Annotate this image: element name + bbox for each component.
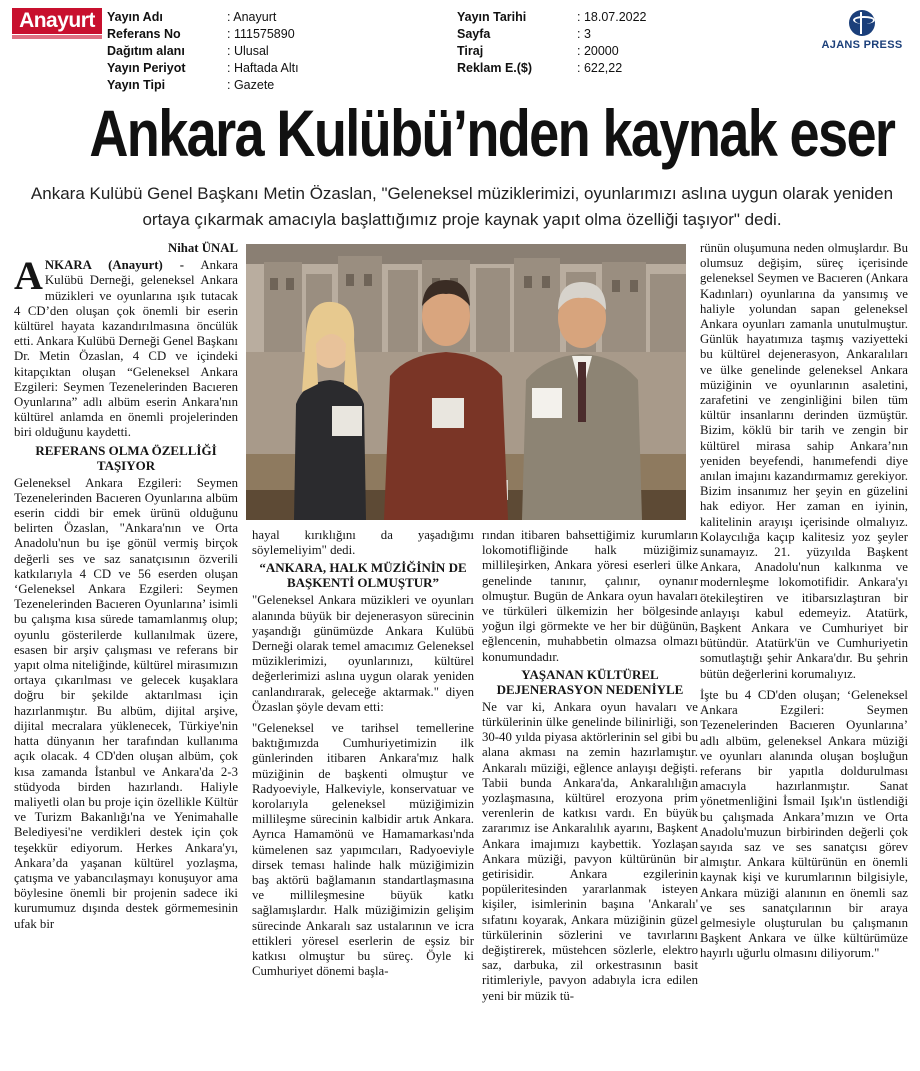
paragraph: İşte bu 4 CD'den oluşan; ‘Geleneksel Ankara Ezgileri: Seymen Tezenelerinden Bacıeren Oyunlarına’ adlı albüm, geleneksel Ankara müziği ve oyunları alanında oluşan boşluğun referans bir yapıtla doldurulması amacıyla hazırlanmıştır. Sanat yönetmenliğini İsmail Işık'ın üstlendiği bu çalışmada Ankara’mızın ve Orta Anadolu'muzun birbirinden değerli çok sayıda saz ve ses sanatçısı görev almıştır. Ankara kültürünün en önemli kaynak kişi ve kurumlarının bilgisiyle, Ankara müziği alanının en önemli saz ve ses sanatçılarının bir araya gelmesiyle oluşturulan bu çalışmanın Başkent Ankara ve ülke kültürümüze hayırlı uğurlu olmasını diliyorum." [700, 687, 908, 961]
subheadline: Ankara Kulübü Genel Başkanı Metin Özaslan, "Geleneksel müziklerimizi, oyunlarımızı aslına uygun olarak yeniden ortaya çıkarmak amacıyla başlattığımız proje kaynak yapıt olma özelliği taşıyor" dedi. [30, 184, 894, 229]
lead-text: Ankara Kulübü Derneği, geleneksel Ankara müzikleri ve oyunlarına ışık tutacak 4 CD’den oluşan çok önemli bir eserin kültürel hayata kazandırılmasına öncülük etti. Ankara Kulübü Derneği Genel Başkanı Dr. Metin Özaslan, 4 CD ve içindeki kitapçıktan oluşan “Geleneksel Ankara Ezgileri: Seymen Tezenelerinden Bacıeren Oyunlarına” adlı albüm eserin Ankara'nın kültürel anlamda en önemli projelerinden biri olduğunu kaydetti. [14, 258, 238, 440]
photo-illustration [246, 244, 686, 520]
meta-row: Reklam E.($) : 622,22 [457, 61, 623, 75]
column-2 [252, 528, 474, 979]
meta-row: Dağıtım alanı : Ulusal [107, 44, 269, 58]
logo-wordmark: Anayurt [12, 8, 102, 34]
meta-row: Referans No : 111575890 [107, 27, 295, 41]
meta-row: Yayın Adı : Anayurt [107, 10, 277, 24]
meta-left [107, 9, 299, 94]
paragraph: "Geleneksel Ankara müzikleri ve oyunları alanında büyük bir dejenerasyon sürecinin yaşandığı günümüzde Ankara Kulübü Derneği olarak temel amacımız Geleneksel müziklerimizi, oyunlarınızı, kültürel değerlerimizi aslına uygun olarak yeniden canlandırarak, geleceğe aktarmak." diyen Özaslan şöyle devam etti: [252, 593, 474, 714]
meta-row: Sayfa : 3 [457, 27, 591, 41]
subheading: REFERANS OLMA ÖZELLİĞİ TAŞIYOR [35, 442, 217, 473]
paragraph: rünün oluşumuna neden olmuşlardır. Bu olumsuz değişim, süreç içerisinde geleneksel Seymen ve Bacıeren (Ankara Kadınları) oyunlarına da yansımış ve haliyle yolundan sapan geleneksel Ankara oyunları zamanla unutulmuştur. Günlük hayatımıza taşmış vaziyetteki bu kültürel dejenerasyon, Ankaralıları ve ülke genelinde geleneksel Ankara müziğinin ve oyunlarının asaletini, zarafetini ve zenginliğini bilen tüm kültür insanlarını derinden üzmüştür. Bizim, köklü bir tarih ve zengin bir kültürel mirasa sahip Ankara’nın yeniden beyefendi, hanımefendi diye anılan imajını kazandırmamız gerekiyor. Bizim insanımız her şeyin en güzelini hak ediyor. Her zaman en iyinin, kalitelinin arayışı içerisinde olmalıyız. Kolaycılığa kaçıp kalitesiz yoz şeyler sunamayız. 21. yüzyılda Başkent Ankara, Anadolu'nun kalkınma ve modernleşme lokomotifidir. Ankara'yı ötekileştiren ve itibarsızlaştıran bir anlayışı kabul edemeyiz. Atatürk, Başkent Ankara ve Cumhuriyet bir bütündür. Atatürk'ün ve Cumhuriyetin somutlaştığı şehir Ankara'dır. Bu şehrin bütün değerlerini korumalıyız. [700, 241, 908, 681]
meta-row: Tiraj : 20000 [457, 44, 619, 58]
article-photo [246, 244, 686, 520]
drop-cap: A [14, 253, 43, 299]
column-4 [700, 241, 908, 962]
subheading: “ANKARA, HALK MÜZİĞİNİN DE BAŞKENTİ OLMUŞTUR” [259, 560, 467, 591]
paragraph: rından itibaren bahsettiğimiz kurumların lokomotifliğinde halk müziğimiz millileşirken, Ankara yöresi eserleri ülke genelinde tanınır, çalınır, oynanır olmuştur. Bugün de Ankara oyun havaları ve türküleri ülkemizin her bölgesinde yoğun ilgi görmekte ve her bir düğünün, eğlencenin, muhabbetin olmazsa olmazı konumundadır. [482, 528, 698, 664]
logo-underline [12, 35, 102, 39]
byline: Nihat ÜNAL [167, 241, 238, 255]
agency-name: AJANS PRESS [821, 39, 903, 51]
headline: Ankara Kulübü’nden kaynak eser [89, 96, 895, 170]
meta-row: Yayın Tarihi : 18.07.2022 [457, 10, 647, 24]
lead-paragraph [14, 253, 238, 440]
meta-row: Yayın Tipi : Gazete [107, 78, 275, 92]
paragraph: "Geleneksel ve tarihsel temellerine baktığımızda Cumhuriyetimizin ilk günlerinden itibaren Ankara'mız halk müziğinin de başkenti olmuştur ve Radyoeviyle, Halkeviyle, konservatuar ve korolarıyla geleneksel müziğimizin millileşme sürecinin kalbidir artık Ankara. Ayrıca Hamamönü ve Hamamarkası'nda kümelenen saz yapımcıları, Radyoeviyle dirsek teması halinde halk müziğimizin baş aktörü bağlamanın standartlaşmasına ve millileşmesine büyük katkı sağlamışlardır. Halk müziğimizin gelişim sürecinde Ankaralı saz ustalarının ve icra ettikleri yöresel eserlerin de eşsiz bir katkısı olmuştur bu süreç. Öyle ki Cumhuriyet dönemi başla- [252, 721, 474, 979]
meta-row: Yayın Periyot : Haftada Altı [107, 61, 299, 75]
dateline: NKARA (Anayurt) - [44, 258, 185, 273]
paragraph: Geleneksel Ankara Ezgileri: Seymen Tezenelerinden Bacıeren Oyunlarına albüm eserin ciddi bir emek ürünü olduğunu belirten Özaslan, "Ankara'nın ve Orta Anadolu'nun bu işe gönül vermiş birçok değerli ses ve saz sanatçısının özverili katkılarıyla 4 CD ve 56 eserden oluşan ‘Geleneksel Ankara Ezgileri: Seymen Tezenelerinden Bacıeren Oyunlarına’ isimli bu çalışma kısa sürede tamamlanmış olup; oyunlu gösterilerde kullanılmak üzere, esasen bir arşiv çalışması ve referans bir yapıt olma niteliğinde, kültürel mirasımızın ortaya çıkarılması ve gelecek kuşaklara doğru bir şekilde aktarılması için hazırlanmıştır. Bu albüm, dijital arşive, dijital mecralara yüklenecek, Türkiye'nin hatta dünyanın her tarafından kullanıma açık olacak. 4 CD'den oluşan albüm, çok kısa zamanda İstanbul ve Ankara'da 2-3 stüdyoda birden hazırlandı. Haliyle maliyetli olan bu proje için özellikle Kültür ve Turizm Bakanlığı'na ve Yenimahalle Belediyesi'ne verdikleri destek için çok teşekkür ediyorum. Herkes Ankara'yı, Ankara’da yaşanan kültürel yozlaşma, çatışma ve yabancılaşmayı konuşuyor ama böylesine önemli bir projenin sadece iki kurumumuz dışında destek görmemesinin ufak bir [14, 475, 238, 931]
globe-icon [849, 10, 875, 36]
agency-logo [812, 10, 912, 51]
meta-right [457, 9, 647, 77]
column-1 [14, 241, 238, 932]
subheading: YAŞANAN KÜLTÜREL DEJENERASYON NEDENİYLE [496, 666, 684, 697]
column-3 [482, 528, 698, 1004]
clipping-header [0, 0, 920, 96]
paragraph: hayal kırıklığını da yaşadığımı söylemeliyim" dedi. [252, 528, 474, 558]
paragraph: Ne var ki, Ankara oyun havaları ve türkülerinin ülke genelinde bilinirliği, son 30-40 yılda piyasa aktörlerinin sel gibi bu alana akması na zemin hazırlamıştır. Ankaralı müziği, eğlence anlayışı değişti. Tabii bunda Ankara'da, Ankaralılığın yozlaşmasına, kültürel erozyona prim verenlerin de katkısı vardı. En büyük zararımız ise Ankaralılık ayarını, Başkent Ankara imajımızı kaybettik. Yozlaşan Ankara müziği, pavyon kültürünün bir getirisidir. Ankara ezgilerinin popüleritesinden yararlanmak isteyen kişiler, isimlerinin başına 'Ankaralı' sıfatını koyarak, Ankara müziğinin güzel türkülerinin sözlerini ve tavırlarını değiştirerek, müstehcen sözlerle, elektro saz, darbuka, zil orkestrasının basit ritimleriyle, pavyon adabıyla icra edilen yeni bir müzik tü- [482, 699, 698, 1003]
newspaper-logo [12, 8, 102, 40]
